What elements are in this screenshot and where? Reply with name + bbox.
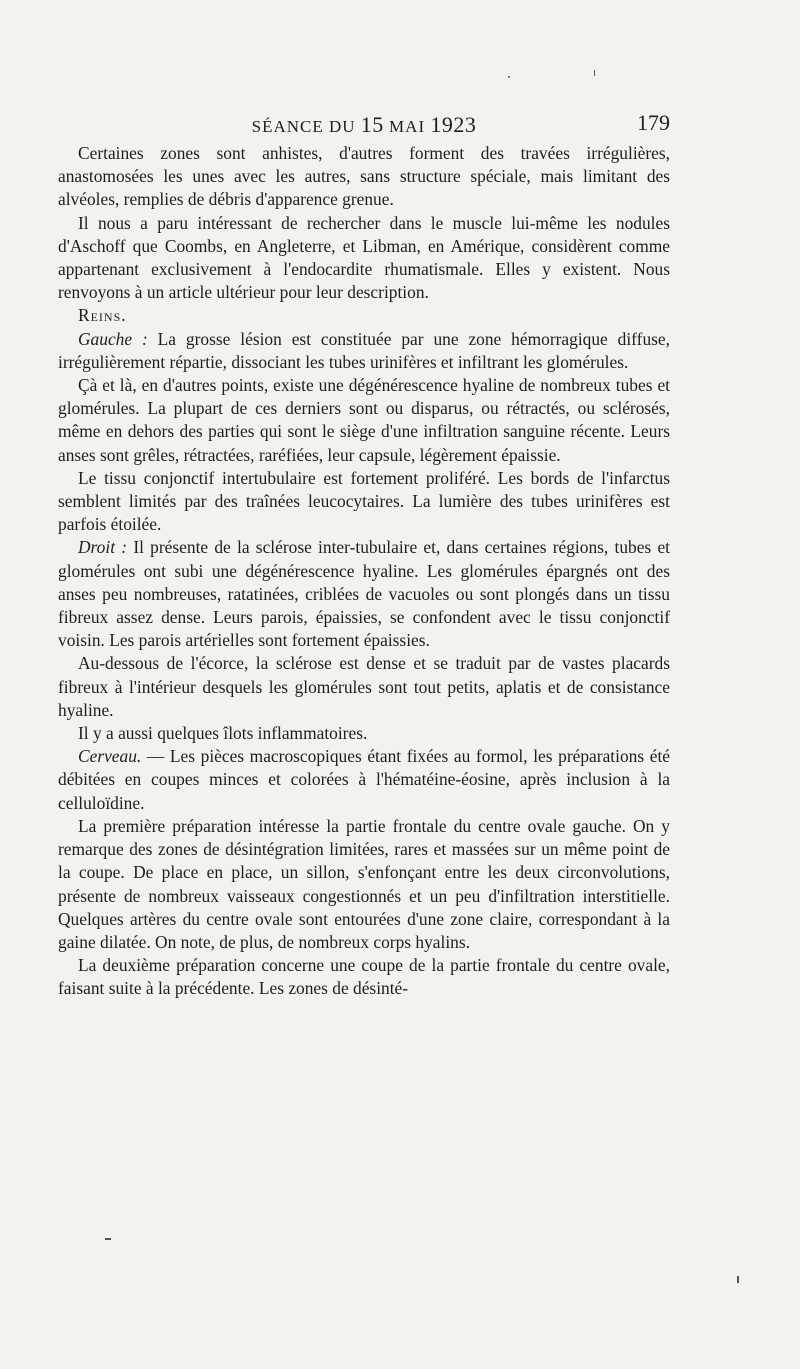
paragraph [58, 722, 670, 745]
paragraph-text: Il y a aussi quelques îlots inflammatoires. [78, 723, 368, 744]
running-header [58, 112, 670, 142]
section-label: Reins. [78, 305, 127, 326]
paragraph-lead: Cerveau. [78, 746, 142, 767]
paragraph [58, 374, 670, 467]
paragraph-text: Le tissu conjonctif intertubulaire est fortement proliféré. Les bords de l'infarctus semblent limités par des traînées leucocytaires. La lumière des tubes urinifères est parfois étoilée. [58, 467, 670, 535]
paragraph [58, 212, 670, 305]
paragraph-text: Certaines zones sont anhistes, d'autres forment des travées irrégulières, anastomosées les unes avec les autres, sans structure spéciale, mais limitant des alvéoles, remplies de débris d'apparence grenue. [58, 143, 670, 210]
paragraph-text: Il nous a paru intéressant de rechercher dans le muscle lui-même les nodules d'Aschoff que Coombs, en Angleterre, et Libman, en Amérique, considèrent comme appartenant exclusivement à l'endocardite rhumatismale. Elles y existent. Nous renvoyons à un article ultérieur pour leur description. [58, 212, 670, 303]
paragraph [58, 745, 670, 815]
paragraph [58, 467, 670, 537]
paragraph [58, 142, 670, 212]
page-number: 179 [637, 110, 670, 135]
title-day: 15 [360, 112, 384, 137]
running-title [58, 112, 670, 138]
scan-speck [508, 76, 510, 78]
paragraph [58, 536, 670, 652]
paragraph-text: Il présente de la sclérose inter-tubulaire et, dans certaines régions, tubes et glomérules ont subi une dégénérescence hyaline. Les glomérules épargnés ont des anses peu nombreuses, ratatinées, criblées de vacuoles ou sont plongés dans un tissu fibreux assez dense. Leurs parois, épaissies, se confondent avec le tissu conjonctif voisin. Les parois artérielles sont fortement épaissies. [58, 537, 670, 651]
paragraph [58, 652, 670, 722]
paragraph-text: La grosse lésion est constituée par une zone hémorragique diffuse, irrégulièrement répartie, dissociant les tubes urinifères et infiltrant les glomérules. [58, 328, 670, 372]
book-page [58, 112, 670, 1001]
scan-speck [737, 1276, 739, 1283]
paragraph-text: Çà et là, en d'autres points, existe une dégénérescence hyaline de nombreux tubes et glomérules. La plupart de ces derniers sont ou disparus, ou rétractés, ou sclérosés, même en dehors des parties qui sont le siège d'une infiltration sanguine récente. Leurs anses sont grêles, rétractées, raréfiées, leur capsule, légèrement épaissie. [58, 375, 670, 465]
paragraph-lead: Droit : [78, 537, 128, 558]
paragraph-text: Au-dessous de l'écorce, la sclérose est dense et se traduit par de vastes placards fibreux à l'intérieur desquels les glomérules sont tout petits, aplatis et de consistance hyaline. [58, 653, 670, 720]
title-year: 1923 [430, 112, 477, 137]
paragraph-text: La première préparation intéresse la partie frontale du centre ovale gauche. On y remarque des zones de désintégration limitées, rares et massées sur un même point de la coupe. De place en place, un sillon, s'enfonçant entre les deux circonvolutions, présente de nombreux vaisseaux congestionnés et un peu d'infiltration interstitielle. Quelques artères du centre ovale sont entourées d'une zone claire, correspondant à la gaine dilatée. On note, de plus, de nombreux corps hyalins. [58, 815, 670, 952]
paragraph-lead: Gauche : [78, 328, 148, 349]
scan-speck [594, 70, 595, 76]
paragraph-text: La deuxième préparation concerne une coupe de la partie frontale du centre ovale, faisant suite à la précédente. Les zones de désinté- [58, 955, 670, 999]
paragraph [58, 328, 670, 374]
section-heading-reins [58, 304, 670, 327]
scan-speck [105, 1238, 111, 1240]
title-seance: SÉANCE DU [251, 117, 361, 136]
paragraph-text: — Les pièces macroscopiques étant fixées au formol, les préparations été débitées en coupes minces et colorées à l'hématéine-éosine, après inclusion à la celluloïdine. [58, 746, 670, 813]
paragraph [58, 954, 670, 1000]
paragraph [58, 815, 670, 954]
title-month: MAI [383, 117, 431, 136]
body-text [58, 142, 670, 1001]
